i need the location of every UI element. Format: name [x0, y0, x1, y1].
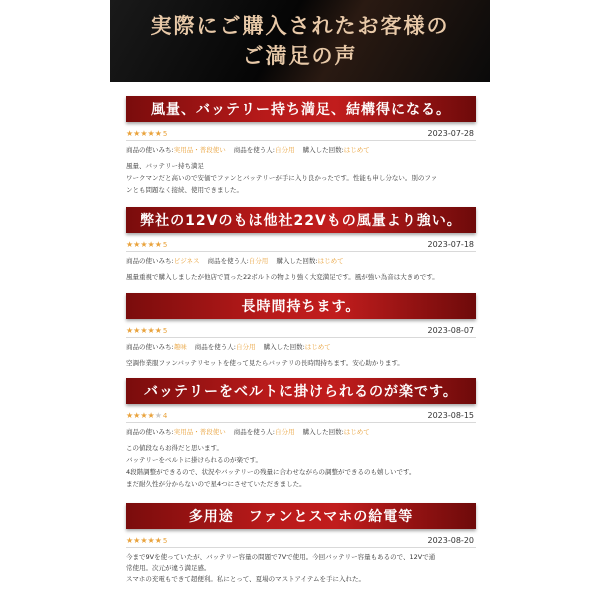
star-rating: ★★★★★5 [126, 535, 168, 545]
review-title: 長時間持ちます。 [126, 293, 476, 319]
star-rating: ★★★★★5 [126, 325, 168, 335]
header-title-line2: ご満足の声 [242, 44, 358, 68]
star-rating: ★★★★★4 [126, 410, 168, 420]
review-card [126, 96, 476, 196]
review-card [126, 293, 476, 369]
review-body: 風量、バッテリー持ち満足 ワークマンだと高いので安価でファンとバッテリーが手に入り良かったです。性能も申し分ない。別のファ ンとも問題なく接続、使用できました。 [126, 162, 438, 194]
star-rating: ★★★★★5 [126, 239, 168, 249]
review-meta: 商品の使いみち:実用品・普段使い 商品を使う人:自分用 購入した回数:はじめて [126, 428, 370, 436]
review-title: バッテリーをベルトに掛けられるのが楽です。 [126, 378, 476, 404]
review-date: 2023-08-07 [427, 325, 474, 335]
divider [126, 547, 476, 548]
review-date: 2023-07-28 [427, 128, 474, 138]
review-date: 2023-07-18 [427, 239, 474, 249]
review-meta: 商品の使いみち:実用品・普段使い 商品を使う人:自分用 購入した回数:はじめて [126, 146, 370, 154]
header-title-line1: 実際にご購入されたお客様の [150, 14, 450, 38]
review-card [126, 207, 476, 283]
review-date: 2023-08-15 [427, 410, 474, 420]
review-date: 2023-08-20 [427, 535, 474, 545]
divider [126, 422, 476, 423]
review-title: 風量、バッテリー持ち満足、結構得になる。 [126, 96, 476, 122]
review-meta: 商品の使いみち:趣味 商品を使う人:自分用 購入した回数:はじめて [126, 343, 331, 351]
divider [126, 251, 476, 252]
review-body: この値段ならお得だと思います。 バッテリーをベルトに掛けられるのが楽です。 4段階調整ができるので、状況やバッテリーの残量に合わせながらの調整ができるのも嬉しいです。 まだ耐久性が分からないので星4つにさせていただきました。 [126, 444, 416, 488]
review-body: 風量重視で購入しましたが他店で買った22ボルトの物より強く大変満足です。風が強い為音は大きめです。 [126, 273, 439, 281]
divider [126, 140, 476, 141]
review-title: 多用途 ファンとスマホの給電等 [126, 503, 476, 529]
star-rating: ★★★★★5 [126, 128, 168, 138]
review-card [126, 378, 476, 490]
review-body: 空調作業服ファンバッテリセットを使って見たらバッテリの長時間持ちます。安心助かります。 [126, 359, 404, 367]
review-card [126, 503, 476, 585]
divider [126, 337, 476, 338]
review-body: 今まで9Vを使っていたが、バッテリー容量の問題で7Vで使用。今回バッテリー容量もあるので、12Vで通 常使用。次元が違う満足感。 スマホの充電もできて超便利。私にとって、夏場のマストアイテムを手に入れた。 [126, 553, 436, 583]
review-meta: 商品の使いみち:ビジネス 商品を使う人:自分用 購入した回数:はじめて [126, 257, 344, 265]
header-banner [110, 0, 490, 82]
review-title: 弊社の12Vのもは他社22Vもの風量より強い。 [126, 207, 476, 233]
